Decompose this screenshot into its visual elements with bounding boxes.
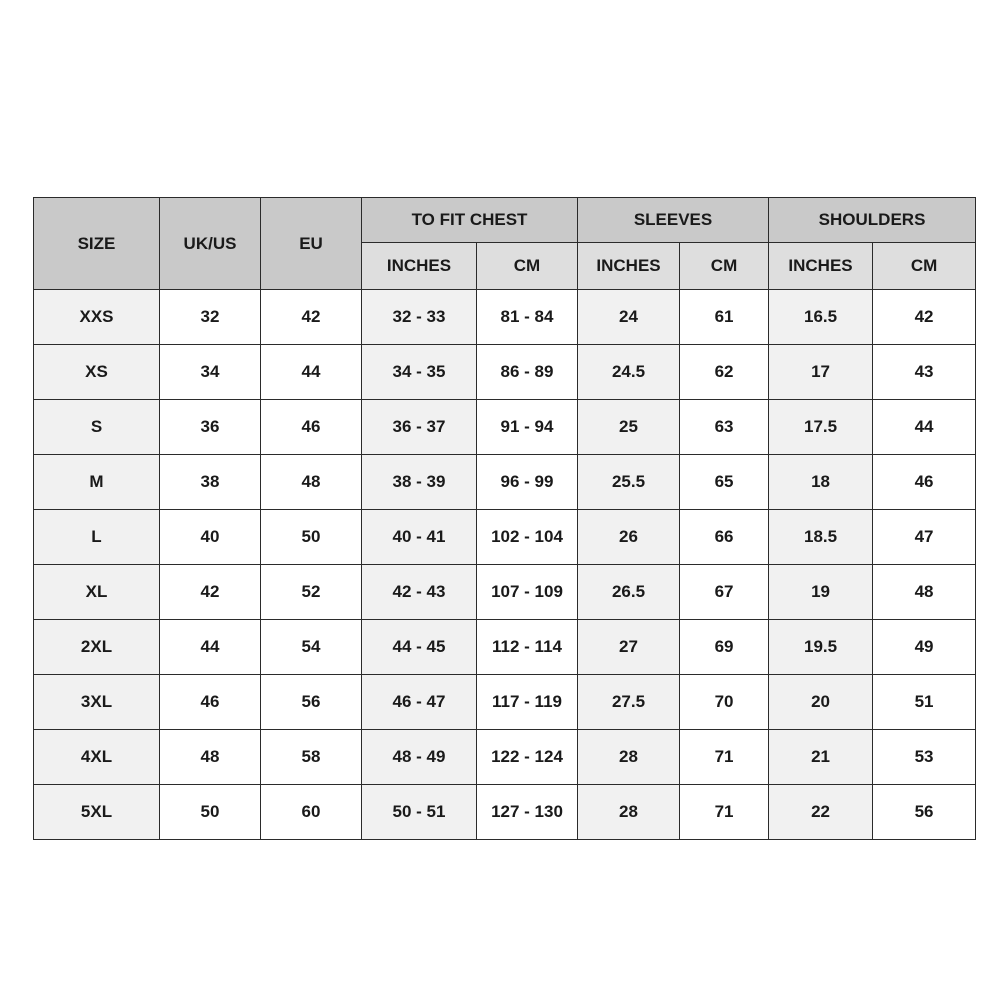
table-row — [34, 510, 976, 565]
cell-eu: 60 — [261, 785, 362, 840]
cell-eu: 46 — [261, 400, 362, 455]
cell-chest-inches: 38 - 39 — [362, 455, 477, 510]
cell-size: XL — [34, 565, 160, 620]
cell-uk-us: 50 — [160, 785, 261, 840]
table-row — [34, 620, 976, 675]
cell-eu: 52 — [261, 565, 362, 620]
cell-shoulders-cm: 44 — [873, 400, 976, 455]
cell-uk-us: 46 — [160, 675, 261, 730]
cell-size: M — [34, 455, 160, 510]
cell-shoulders-inches: 17 — [769, 345, 873, 400]
cell-shoulders-cm: 43 — [873, 345, 976, 400]
cell-sleeves-inches: 26 — [578, 510, 680, 565]
cell-chest-cm: 107 - 109 — [477, 565, 578, 620]
cell-sleeves-inches: 26.5 — [578, 565, 680, 620]
cell-size: XXS — [34, 290, 160, 345]
cell-sleeves-inches: 28 — [578, 730, 680, 785]
cell-eu: 54 — [261, 620, 362, 675]
cell-sleeves-cm: 66 — [680, 510, 769, 565]
cell-chest-cm: 102 - 104 — [477, 510, 578, 565]
cell-eu: 42 — [261, 290, 362, 345]
cell-sleeves-cm: 71 — [680, 785, 769, 840]
cell-chest-cm: 81 - 84 — [477, 290, 578, 345]
cell-sleeves-cm: 65 — [680, 455, 769, 510]
header-to-fit-chest: TO FIT CHEST — [362, 198, 578, 243]
table-row — [34, 345, 976, 400]
cell-size: 5XL — [34, 785, 160, 840]
cell-chest-inches: 48 - 49 — [362, 730, 477, 785]
cell-sleeves-inches: 24.5 — [578, 345, 680, 400]
cell-chest-cm: 127 - 130 — [477, 785, 578, 840]
cell-sleeves-cm: 69 — [680, 620, 769, 675]
table-row — [34, 785, 976, 840]
cell-eu: 58 — [261, 730, 362, 785]
cell-shoulders-cm: 51 — [873, 675, 976, 730]
cell-chest-inches: 32 - 33 — [362, 290, 477, 345]
cell-uk-us: 40 — [160, 510, 261, 565]
cell-sleeves-cm: 71 — [680, 730, 769, 785]
cell-sleeves-inches: 27.5 — [578, 675, 680, 730]
cell-uk-us: 36 — [160, 400, 261, 455]
cell-size: 4XL — [34, 730, 160, 785]
cell-size: 2XL — [34, 620, 160, 675]
cell-chest-cm: 91 - 94 — [477, 400, 578, 455]
table-row — [34, 675, 976, 730]
cell-chest-cm: 86 - 89 — [477, 345, 578, 400]
subheader-chest-cm: CM — [477, 243, 578, 290]
cell-sleeves-inches: 28 — [578, 785, 680, 840]
cell-eu: 48 — [261, 455, 362, 510]
cell-shoulders-cm: 49 — [873, 620, 976, 675]
cell-shoulders-inches: 22 — [769, 785, 873, 840]
cell-sleeves-inches: 27 — [578, 620, 680, 675]
cell-chest-inches: 42 - 43 — [362, 565, 477, 620]
cell-uk-us: 48 — [160, 730, 261, 785]
table-row — [34, 290, 976, 345]
cell-size: L — [34, 510, 160, 565]
cell-shoulders-cm: 53 — [873, 730, 976, 785]
cell-uk-us: 38 — [160, 455, 261, 510]
cell-chest-inches: 40 - 41 — [362, 510, 477, 565]
cell-chest-inches: 36 - 37 — [362, 400, 477, 455]
cell-sleeves-cm: 70 — [680, 675, 769, 730]
size-chart-table — [33, 197, 976, 840]
cell-size: XS — [34, 345, 160, 400]
subheader-shoulders-cm: CM — [873, 243, 976, 290]
size-table-body — [34, 290, 976, 840]
cell-chest-inches: 34 - 35 — [362, 345, 477, 400]
cell-chest-cm: 96 - 99 — [477, 455, 578, 510]
cell-chest-cm: 117 - 119 — [477, 675, 578, 730]
cell-shoulders-cm: 56 — [873, 785, 976, 840]
cell-chest-cm: 112 - 114 — [477, 620, 578, 675]
cell-sleeves-cm: 62 — [680, 345, 769, 400]
cell-sleeves-inches: 24 — [578, 290, 680, 345]
cell-sleeves-cm: 61 — [680, 290, 769, 345]
cell-shoulders-inches: 18.5 — [769, 510, 873, 565]
cell-shoulders-inches: 17.5 — [769, 400, 873, 455]
cell-uk-us: 32 — [160, 290, 261, 345]
cell-shoulders-inches: 19 — [769, 565, 873, 620]
cell-sleeves-cm: 63 — [680, 400, 769, 455]
cell-eu: 56 — [261, 675, 362, 730]
subheader-sleeves-inches: INCHES — [578, 243, 680, 290]
table-row — [34, 565, 976, 620]
cell-sleeves-cm: 67 — [680, 565, 769, 620]
table-row — [34, 400, 976, 455]
table-row — [34, 730, 976, 785]
header-sleeves: SLEEVES — [578, 198, 769, 243]
cell-shoulders-inches: 19.5 — [769, 620, 873, 675]
cell-chest-inches: 46 - 47 — [362, 675, 477, 730]
table-row — [34, 455, 976, 510]
cell-shoulders-inches: 21 — [769, 730, 873, 785]
cell-shoulders-cm: 47 — [873, 510, 976, 565]
cell-size: 3XL — [34, 675, 160, 730]
cell-chest-cm: 122 - 124 — [477, 730, 578, 785]
header-eu: EU — [261, 198, 362, 290]
subheader-shoulders-inches: INCHES — [769, 243, 873, 290]
cell-sleeves-inches: 25.5 — [578, 455, 680, 510]
cell-shoulders-cm: 48 — [873, 565, 976, 620]
cell-size: S — [34, 400, 160, 455]
cell-sleeves-inches: 25 — [578, 400, 680, 455]
subheader-sleeves-cm: CM — [680, 243, 769, 290]
header-uk-us: UK/US — [160, 198, 261, 290]
cell-shoulders-inches: 18 — [769, 455, 873, 510]
cell-shoulders-inches: 16.5 — [769, 290, 873, 345]
cell-uk-us: 42 — [160, 565, 261, 620]
cell-chest-inches: 44 - 45 — [362, 620, 477, 675]
subheader-chest-inches: INCHES — [362, 243, 477, 290]
cell-shoulders-inches: 20 — [769, 675, 873, 730]
cell-uk-us: 44 — [160, 620, 261, 675]
cell-shoulders-cm: 46 — [873, 455, 976, 510]
header-shoulders: SHOULDERS — [769, 198, 976, 243]
cell-eu: 50 — [261, 510, 362, 565]
header-size: SIZE — [34, 198, 160, 290]
cell-uk-us: 34 — [160, 345, 261, 400]
cell-shoulders-cm: 42 — [873, 290, 976, 345]
cell-eu: 44 — [261, 345, 362, 400]
cell-chest-inches: 50 - 51 — [362, 785, 477, 840]
